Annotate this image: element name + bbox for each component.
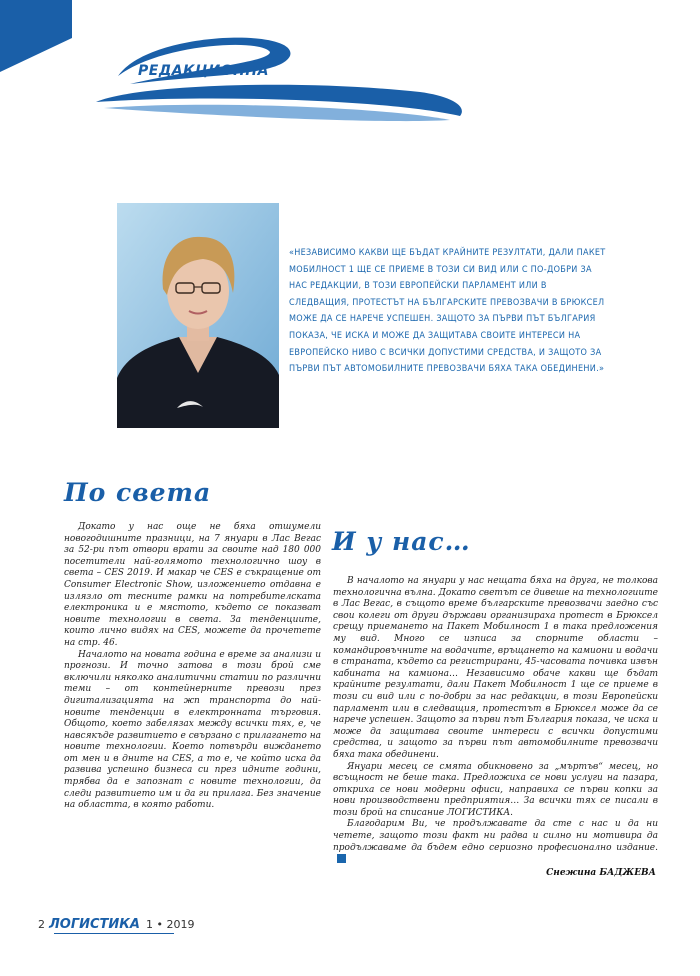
article-home-paragraph: Януари месец се смята обикновено за „мъртъв“ месец, но всъщност не беше така. Предложиха се нови услуги на пазара, откриха се нови модерни офиси, направиха се първи копки за нови производствени предприятия… За всички тях се писали в този брой на списание ЛОГИСТИКА. [333, 761, 658, 818]
article-home-paragraph [333, 819, 658, 866]
issue-number: 1 • 2019 [146, 918, 195, 931]
corner-decoration [0, 0, 72, 72]
article-world-paragraph: Началото на новата година е време за анализи и прогнози. И точно затова в този брой сме включили няколко аналитични статии по различни теми – от контейнерните превози през дигитализацията на жп транспорта до най-новите тенденции в електронната търговия. Общото, което забелязах между всички тях, е, че навсякъде развитието е свързано с прилагането на новите технологии. Което потвърди виждането от мен и в дните на CES, а то е, че който иска да развива успешно бизнеса си през идните години, трябва да е запознат с новите технологии, да следи развитието им и да ги прилага. Без значение на областта, в която работи. [64, 649, 321, 811]
pull-quote: «НЕЗАВИСИМО КАКВИ ЩЕ БЪДАТ КРАЙНИТЕ РЕЗУЛТАТИ, ДАЛИ ПАКЕТ МОБИЛНОСТ 1 ЩЕ СЕ ПРИЕМЕ В ТОЗИ СИ ВИД ИЛИ С ПО-ДОБРИ ЗА НАС РЕДАКЦИИ, В ТОЗИ ЕВРОПЕЙСКИ ПАРЛАМЕНТ ИЛИ В СЛЕДВАЩИЯ, ПРОТЕСТЪТ НА БЪЛГАРСКИТЕ ПРЕВОЗВАЧИ В БРЮКСЕЛ МОЖЕ ДА СЕ НАРЕЧЕ УСПЕШЕН. ЗАЩОТО ЗА ПЪРВИ ПЪТ БЪЛГАРИЯ ПОКАЗА, ЧЕ ИСКА И МОЖЕ ДА ЗАЩИТАВА СВОИТЕ ИНТЕРЕСИ НА ЕВРОПЕЙСКО НИВО С ВСИЧКИ ДОПУСТИМИ СРЕДСТВА, И ЗАЩОТО ЗА ПЪРВИ ПЪТ АВТОМОБИЛНИТЕ ПРЕВОЗВАЧИ БЯХА ТАКА ОБЕДИНЕНИ.» [289, 248, 606, 375]
author-signature: Снежина БАДЖЕВА [546, 868, 656, 878]
article-world-body [64, 522, 321, 812]
article-home-last-text: Благодарим Ви, че продължавате да сте с нас и да ни четете, защото този факт ни радва и силно ни мотивира да продължаваме да бъдем едно сериозно професионално издание. [333, 819, 658, 853]
magazine-name: ЛОГИСТИКА [49, 917, 140, 932]
article-home-body [333, 576, 658, 867]
page-footer [38, 917, 194, 932]
section-label: РЕДАКЦИОННА [138, 63, 269, 79]
heading-world: По света [64, 478, 212, 507]
page-number: 2 [38, 918, 45, 931]
end-of-article-icon [337, 854, 346, 863]
article-home-paragraph: В началото на януари у нас нещата бяха на друга, не толкова технологична вълна. Докато светът се дивеше на технологиите в Лас Вегас, в същото време българските превозвачи заедно със свои колеги от други държави организираха протест в Брюксел срещу приемането на Пакет Мобилност 1 в така предложения му вид. Много се изписа за спорните области – командировъчните на водачите, връщането на камиони и водачи в страната, където са регистрирани, 45-часовата почивка извън кабината на камиона… Независимо обаче какви ще бъдат крайните резултати, дали Пакет Мобилност 1 ще се приеме в този си вид или с по-добри за нас редакции, в този Европейски парламент или в следващия, протестът в Брюксел може да се нарече успешен. Защото за първи път България показа, че иска и може да защитава своите интереси с всички допустими средства, и защото за първи път автомобилните превозвачи бяха така обединени. [333, 576, 658, 760]
author-photo [117, 203, 279, 428]
heading-home: И у нас… [332, 527, 471, 556]
article-world-paragraph: Докато у нас още не бяха отшумели новогодишните празници, на 7 януари в Лас Вегас за 52-ри път отвори врати за своите над 180 000 посетители най-голямото технологично шоу в света – CES 2019. И макар че CES е съкращение от Consumer Electronic Show, изложението отдавна е излязло от тесните рамки на потребителската електроника и е мястото, където се показват новите технологии в света. За тенденциите, които лично видях на CES, можете да прочетете на стр. 46. [64, 522, 321, 648]
header-swoosh-graphic [90, 28, 470, 132]
footer-rule [54, 933, 174, 934]
